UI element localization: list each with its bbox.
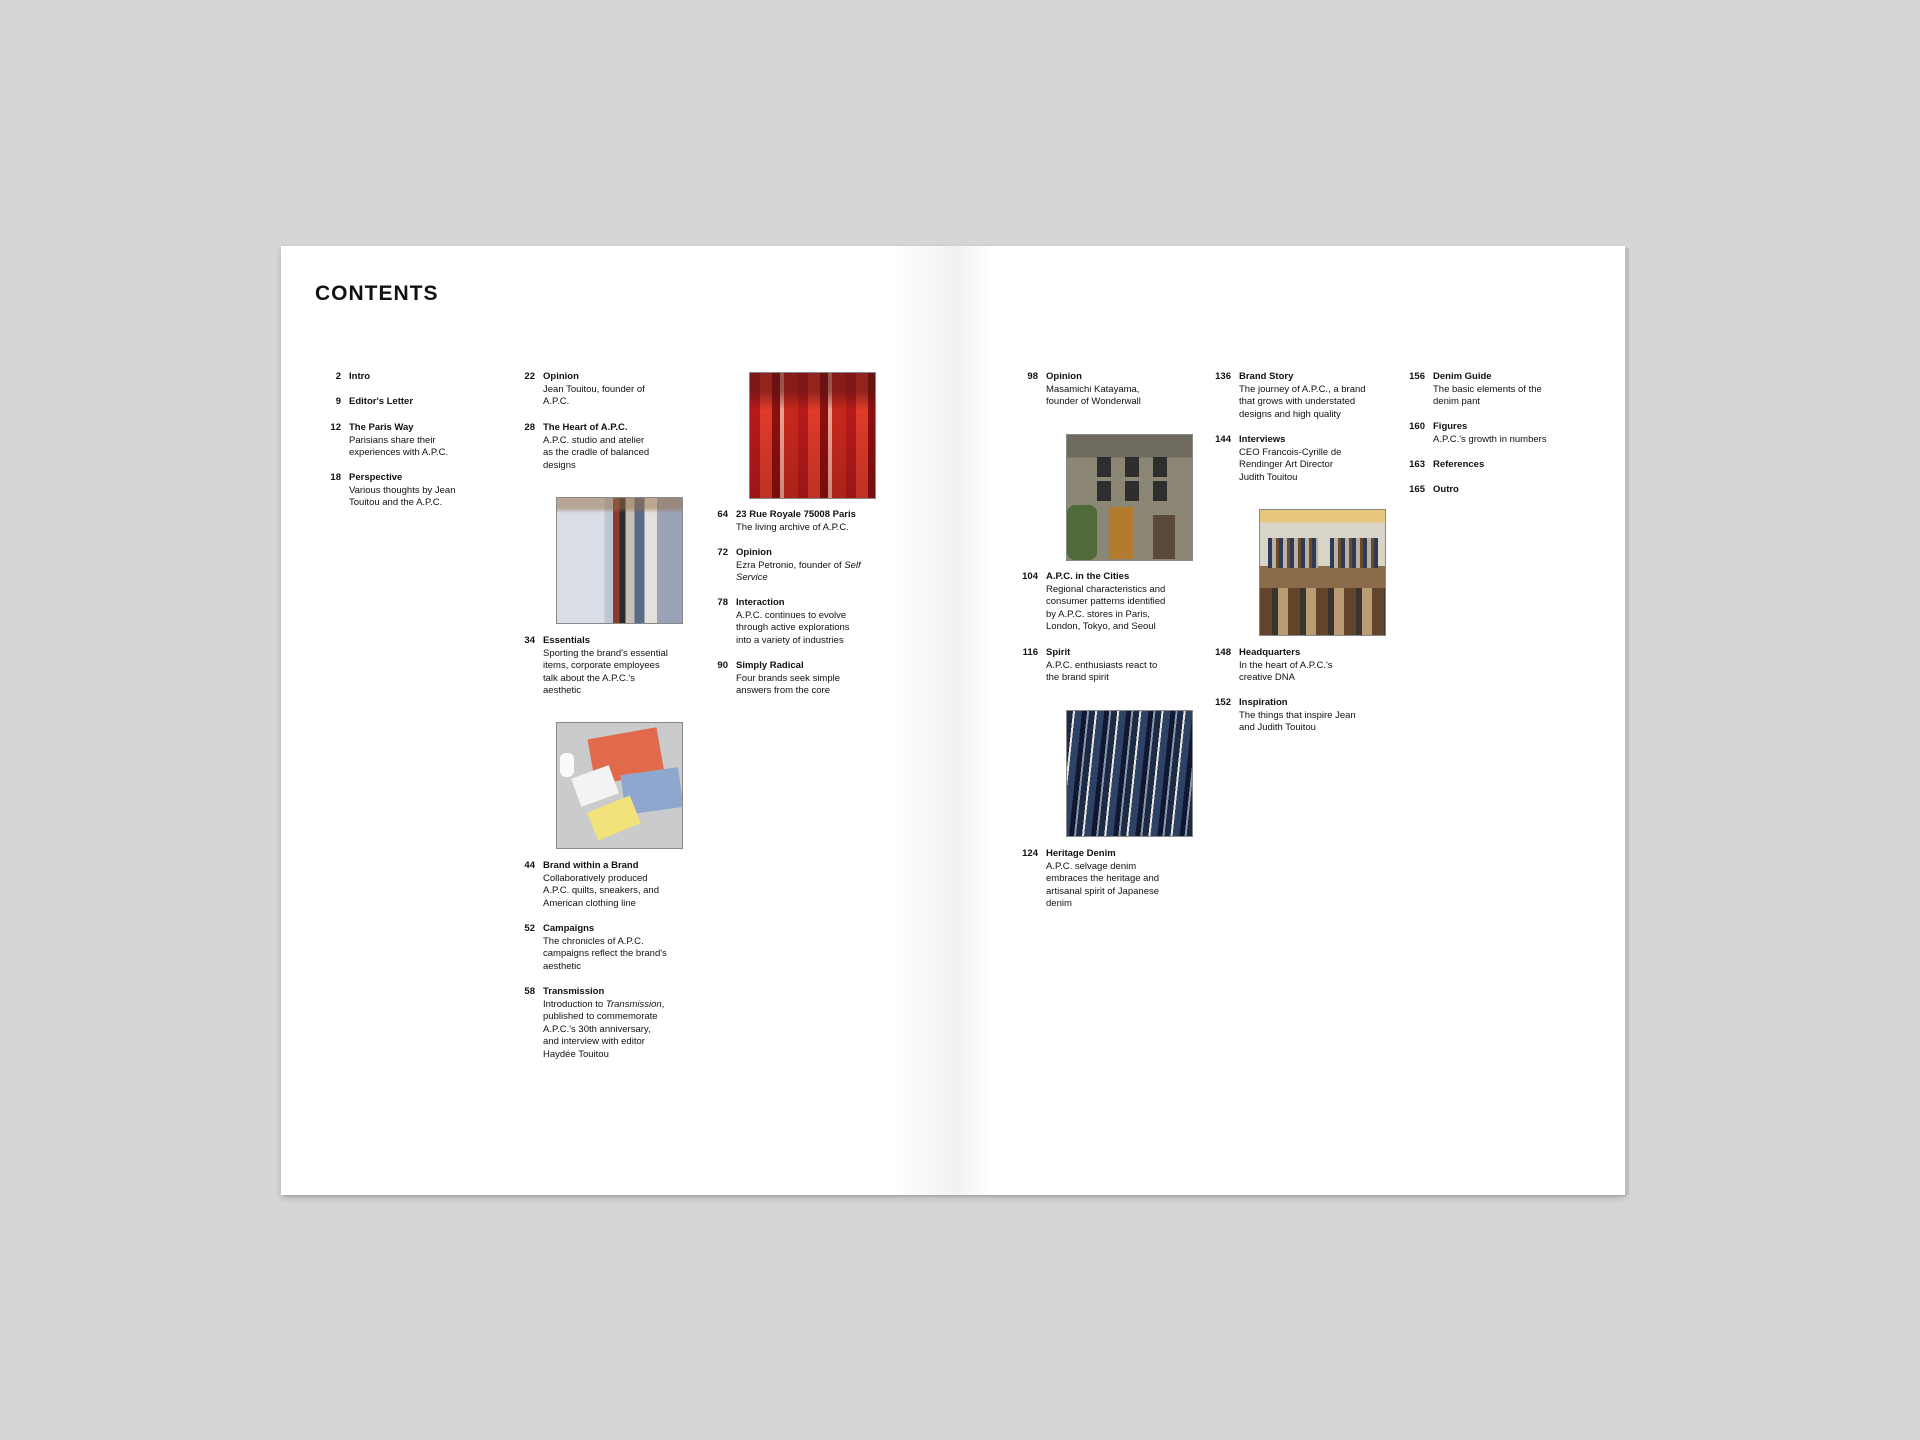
entry-description: A.P.C. continues to evolve through active explorations into a variety of industries (736, 609, 850, 646)
entry-description: Four brands seek simple answers from the core (736, 672, 841, 697)
entry-heading: 23 Rue Royale 75008 Paris (736, 509, 856, 520)
page-edge (1625, 248, 1629, 1195)
page-number: 144 (1215, 434, 1231, 445)
building-photo (1066, 434, 1193, 561)
folded-items-photo (556, 722, 683, 849)
entry-heading: Interaction (736, 597, 785, 608)
entry-description: Collaboratively produced A.P.C. quilts, sneakers, and American clothing line (543, 872, 659, 909)
page-number: 136 (1215, 371, 1231, 382)
gutter-shadow (953, 246, 993, 1195)
page-number: 28 (524, 422, 535, 433)
entry-heading: Interviews (1239, 434, 1286, 445)
entry-description: The basic elements of the denim pant (1433, 383, 1542, 408)
gutter-shadow (893, 246, 953, 1195)
entry-heading: Simply Radical (736, 660, 804, 671)
left-page (281, 246, 953, 1195)
entry-heading: Spirit (1046, 647, 1071, 658)
page-number: 163 (1409, 459, 1425, 470)
entry-heading: A.P.C. in the Cities (1046, 571, 1130, 582)
page-number: 58 (524, 986, 535, 997)
entry-description: A.P.C. selvage denim embraces the heritage and artisanal spirit of Japanese denim (1046, 860, 1160, 910)
entry-heading: The Paris Way (349, 422, 414, 433)
page-number: 34 (524, 635, 535, 646)
denim-photo (1066, 710, 1193, 837)
entry-heading: Headquarters (1239, 647, 1301, 658)
entry-description: Masamichi Katayama, founder of Wonderwall (1046, 383, 1141, 408)
page-number: 116 (1022, 647, 1038, 658)
entry-description: Ezra Petronio, founder of Self Service (736, 559, 861, 584)
entry-description: A.P.C.'s growth in numbers (1433, 433, 1547, 445)
page-number: 12 (330, 422, 341, 433)
page-number: 44 (524, 860, 535, 871)
red-garments-photo (749, 372, 876, 499)
entry-heading: Figures (1433, 421, 1468, 432)
page-number: 22 (524, 371, 535, 382)
page-number: 90 (717, 660, 728, 671)
page-number: 165 (1409, 484, 1425, 495)
entry-description: A.P.C. studio and atelier as the cradle of balanced designs (543, 434, 650, 471)
store-interior-photo (1259, 509, 1386, 636)
entry-description: The chronicles of A.P.C. campaigns reflect the brand's aesthetic (543, 935, 667, 972)
entry-description: Jean Touitou, founder of A.P.C. (543, 383, 645, 408)
page-number: 9 (335, 396, 341, 407)
entry-heading: Perspective (349, 472, 403, 483)
entry-heading: Brand Story (1239, 371, 1294, 382)
page-number: 104 (1022, 571, 1038, 582)
page-number: 64 (717, 509, 728, 520)
entry-heading: Transmission (543, 986, 605, 997)
entry-heading: Campaigns (543, 923, 595, 934)
entry-heading: References (1433, 459, 1485, 470)
entry-description: Introduction to Transmission, published to commemorate A.P.C.'s 30th anniversary, and interview with editor Haydée Touitou (543, 998, 665, 1060)
right-page (953, 246, 1625, 1195)
entry-heading: Inspiration (1239, 697, 1288, 708)
entry-description: The things that inspire Jean and Judith Touitou (1239, 709, 1356, 734)
entry-heading: Editor's Letter (349, 396, 414, 407)
page-number: 148 (1215, 647, 1231, 658)
magazine-spread (281, 246, 1625, 1195)
entry-heading: Heritage Denim (1046, 848, 1116, 859)
page-number: 98 (1027, 371, 1038, 382)
entry-heading: Outro (1433, 484, 1459, 495)
page-title: CONTENTS (315, 282, 439, 305)
page-number: 160 (1409, 421, 1425, 432)
page-number: 152 (1215, 697, 1231, 708)
page-number: 72 (717, 547, 728, 558)
entry-heading: Opinion (1046, 371, 1082, 382)
entry-description: A.P.C. enthusiasts react to the brand spirit (1046, 659, 1158, 684)
entry-heading: Essentials (543, 635, 590, 646)
entry-description: The living archive of A.P.C. (736, 521, 849, 533)
shirts-photo (556, 497, 683, 624)
entry-description: Various thoughts by Jean Touitou and the A.P.C. (349, 484, 456, 509)
entry-description: The journey of A.P.C., a brand that grows with understated designs and high quality (1239, 383, 1366, 420)
entry-heading: The Heart of A.P.C. (543, 422, 628, 433)
page-number: 78 (717, 597, 728, 608)
entry-description: CEO Francois-Cyrille de Rendinger Art Director Judith Touitou (1239, 446, 1342, 483)
entry-description: Regional characteristics and consumer patterns identified by A.P.C. stores in Paris, London, Tokyo, and Seoul (1046, 583, 1166, 633)
page-number: 18 (330, 472, 341, 483)
entry-description: Parisians share their experiences with A.P.C. (349, 434, 449, 459)
entry-heading: Opinion (736, 547, 772, 558)
entry-heading: Denim Guide (1433, 371, 1492, 382)
page-number: 2 (335, 371, 341, 382)
entry-heading: Intro (349, 371, 371, 382)
page-number: 156 (1409, 371, 1425, 382)
entry-description: Sporting the brand's essential items, corporate employees talk about the A.P.C.'s aesthetic (543, 647, 668, 697)
page-number: 124 (1022, 848, 1038, 859)
page-number: 52 (524, 923, 535, 934)
entry-heading: Opinion (543, 371, 579, 382)
entry-heading: Brand within a Brand (543, 860, 639, 871)
entry-description: In the heart of A.P.C.'s creative DNA (1239, 659, 1333, 684)
